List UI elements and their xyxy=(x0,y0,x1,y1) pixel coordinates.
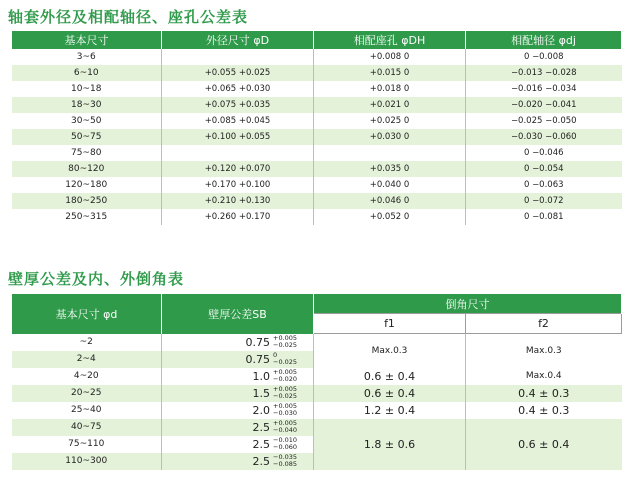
table-row xyxy=(12,419,622,436)
wall-value: 0.75 xyxy=(245,335,270,349)
cell-wall xyxy=(162,385,314,402)
cell-wall xyxy=(162,402,314,419)
table-row xyxy=(12,145,622,161)
table-row xyxy=(12,193,622,209)
table2-body xyxy=(12,334,622,470)
tol-upper: +0.005 xyxy=(273,419,298,427)
cell-f1: 0.6 ± 0.4 xyxy=(314,385,466,402)
cell-hole: +0.015 0 xyxy=(314,65,466,81)
cell-outer: +0.065 +0.030 xyxy=(162,81,314,97)
tol-upper: +0.005 xyxy=(273,385,298,393)
cell-size: ~2 xyxy=(12,334,162,351)
header-f2: f2 xyxy=(466,314,622,334)
cell-hole: +0.052 0 xyxy=(314,209,466,225)
tol-upper: −0.035 xyxy=(273,453,298,461)
table-row xyxy=(12,65,622,81)
table-row xyxy=(12,177,622,193)
table1-body xyxy=(12,49,622,225)
cell-shaft: 0 −0.054 xyxy=(466,161,622,177)
table-row xyxy=(12,402,622,419)
table-row xyxy=(12,334,622,351)
tol-upper: 0 xyxy=(273,351,278,359)
wall-value: 2.5 xyxy=(252,454,270,468)
table2-title: 壁厚公差及内、外倒角表 xyxy=(8,270,185,288)
header-hole xyxy=(314,31,466,49)
cell-hole xyxy=(314,145,466,161)
cell-size: 75~80 xyxy=(12,145,162,161)
table-row xyxy=(12,113,622,129)
cell-wall xyxy=(162,453,314,470)
cell-outer: +0.055 +0.025 xyxy=(162,65,314,81)
cell-size: 110~300 xyxy=(12,453,162,470)
cell-hole: +0.021 0 xyxy=(314,97,466,113)
tol-lower: −0.025 xyxy=(273,341,298,349)
tol-lower: −0.025 xyxy=(273,358,298,366)
wall-value: 1.5 xyxy=(252,386,270,400)
cell-size: 75~110 xyxy=(12,436,162,453)
cell-f2: 0.4 ± 0.3 xyxy=(466,385,622,402)
cell-outer: +0.260 +0.170 xyxy=(162,209,314,225)
cell-hole: +0.018 0 xyxy=(314,81,466,97)
wall-value: 2.5 xyxy=(252,437,270,451)
tol-lower: −0.060 xyxy=(273,443,298,451)
cell-shaft: 0 −0.072 xyxy=(466,193,622,209)
cell-size: 3~6 xyxy=(12,49,162,65)
cell-f2: 0.4 ± 0.3 xyxy=(466,402,622,419)
tol-lower: −0.040 xyxy=(273,426,298,434)
header-shaft-text: 相配轴径 φdj xyxy=(511,34,576,47)
cell-wall xyxy=(162,351,314,368)
cell-shaft: −0.030 −0.060 xyxy=(466,129,622,145)
cell-outer: +0.170 +0.100 xyxy=(162,177,314,193)
cell-size: 20~25 xyxy=(12,385,162,402)
cell-hole: +0.046 0 xyxy=(314,193,466,209)
header-shaft xyxy=(466,31,622,49)
cell-shaft: 0 −0.046 xyxy=(466,145,622,161)
wall-value: 0.75 xyxy=(245,352,270,366)
table-row xyxy=(12,81,622,97)
cell-shaft: −0.013 −0.028 xyxy=(466,65,622,81)
cell-outer: +0.210 +0.130 xyxy=(162,193,314,209)
cell-hole: +0.030 0 xyxy=(314,129,466,145)
cell-outer: +0.085 +0.045 xyxy=(162,113,314,129)
header-chamfer: 倒角尺寸 xyxy=(314,294,622,314)
cell-size: 2~4 xyxy=(12,351,162,368)
header-size: 基本尺寸 xyxy=(12,31,162,49)
cell-wall xyxy=(162,419,314,436)
cell-shaft: 0 −0.008 xyxy=(466,49,622,65)
cell-f2: 0.6 ± 0.4 xyxy=(466,419,622,470)
cell-hole: +0.008 0 xyxy=(314,49,466,65)
table-header-row xyxy=(12,31,622,49)
table-row xyxy=(12,129,622,145)
header-size: 基本尺寸 φd xyxy=(12,294,162,334)
tol-lower: −0.030 xyxy=(273,409,298,417)
cell-shaft: 0 −0.063 xyxy=(466,177,622,193)
header-wall: 壁厚公差SB xyxy=(162,294,314,334)
cell-f1: 1.8 ± 0.6 xyxy=(314,419,466,470)
cell-f1: Max.0.3 xyxy=(314,334,466,368)
cell-size: 25~40 xyxy=(12,402,162,419)
cell-shaft: −0.020 −0.041 xyxy=(466,97,622,113)
cell-size: 18~30 xyxy=(12,97,162,113)
tol-upper: +0.005 xyxy=(273,334,298,342)
table-row xyxy=(12,161,622,177)
cell-wall xyxy=(162,334,314,351)
table-row xyxy=(12,368,622,385)
cell-f1: 1.2 ± 0.4 xyxy=(314,402,466,419)
cell-size: 180~250 xyxy=(12,193,162,209)
table-header-row xyxy=(12,294,622,314)
cell-size: 50~75 xyxy=(12,129,162,145)
tol-upper: −0.010 xyxy=(273,436,298,444)
header-f1: f1 xyxy=(314,314,466,334)
cell-size: 80~120 xyxy=(12,161,162,177)
cell-hole: +0.025 0 xyxy=(314,113,466,129)
cell-outer xyxy=(162,145,314,161)
cell-hole: +0.035 0 xyxy=(314,161,466,177)
cell-f1: 0.6 ± 0.4 xyxy=(314,368,466,385)
table-row xyxy=(12,97,622,113)
table-row xyxy=(12,49,622,65)
wall-value: 2.5 xyxy=(252,420,270,434)
cell-shaft: 0 −0.081 xyxy=(466,209,622,225)
tol-lower: −0.085 xyxy=(273,460,298,468)
header-hole-text: 相配座孔 φDH xyxy=(353,34,426,47)
header-outer: 外径尺寸 φD xyxy=(162,31,314,49)
cell-f2: Max.0.4 xyxy=(466,368,622,385)
tol-lower: −0.020 xyxy=(273,375,298,383)
cell-size: 30~50 xyxy=(12,113,162,129)
tol-upper: +0.005 xyxy=(273,368,298,376)
cell-size: 250~315 xyxy=(12,209,162,225)
cell-shaft: −0.016 −0.034 xyxy=(466,81,622,97)
cell-outer: +0.100 +0.055 xyxy=(162,129,314,145)
wall-thickness-table xyxy=(11,294,622,470)
table1-title: 轴套外径及相配轴径、座孔公差表 xyxy=(8,8,249,26)
table-row xyxy=(12,209,622,225)
cell-size: 10~18 xyxy=(12,81,162,97)
cell-outer xyxy=(162,49,314,65)
cell-wall xyxy=(162,436,314,453)
table-row xyxy=(12,385,622,402)
cell-size: 4~20 xyxy=(12,368,162,385)
wall-value: 2.0 xyxy=(252,403,270,417)
wall-value: 1.0 xyxy=(252,369,270,383)
cell-size: 120~180 xyxy=(12,177,162,193)
bushing-tolerance-table xyxy=(11,31,622,225)
cell-size: 40~75 xyxy=(12,419,162,436)
cell-outer: +0.120 +0.070 xyxy=(162,161,314,177)
cell-hole: +0.040 0 xyxy=(314,177,466,193)
cell-f2: Max.0.3 xyxy=(466,334,622,368)
cell-outer: +0.075 +0.035 xyxy=(162,97,314,113)
tol-upper: +0.005 xyxy=(273,402,298,410)
cell-wall xyxy=(162,368,314,385)
cell-shaft: −0.025 −0.050 xyxy=(466,113,622,129)
cell-size: 6~10 xyxy=(12,65,162,81)
tol-lower: −0.025 xyxy=(273,392,298,400)
